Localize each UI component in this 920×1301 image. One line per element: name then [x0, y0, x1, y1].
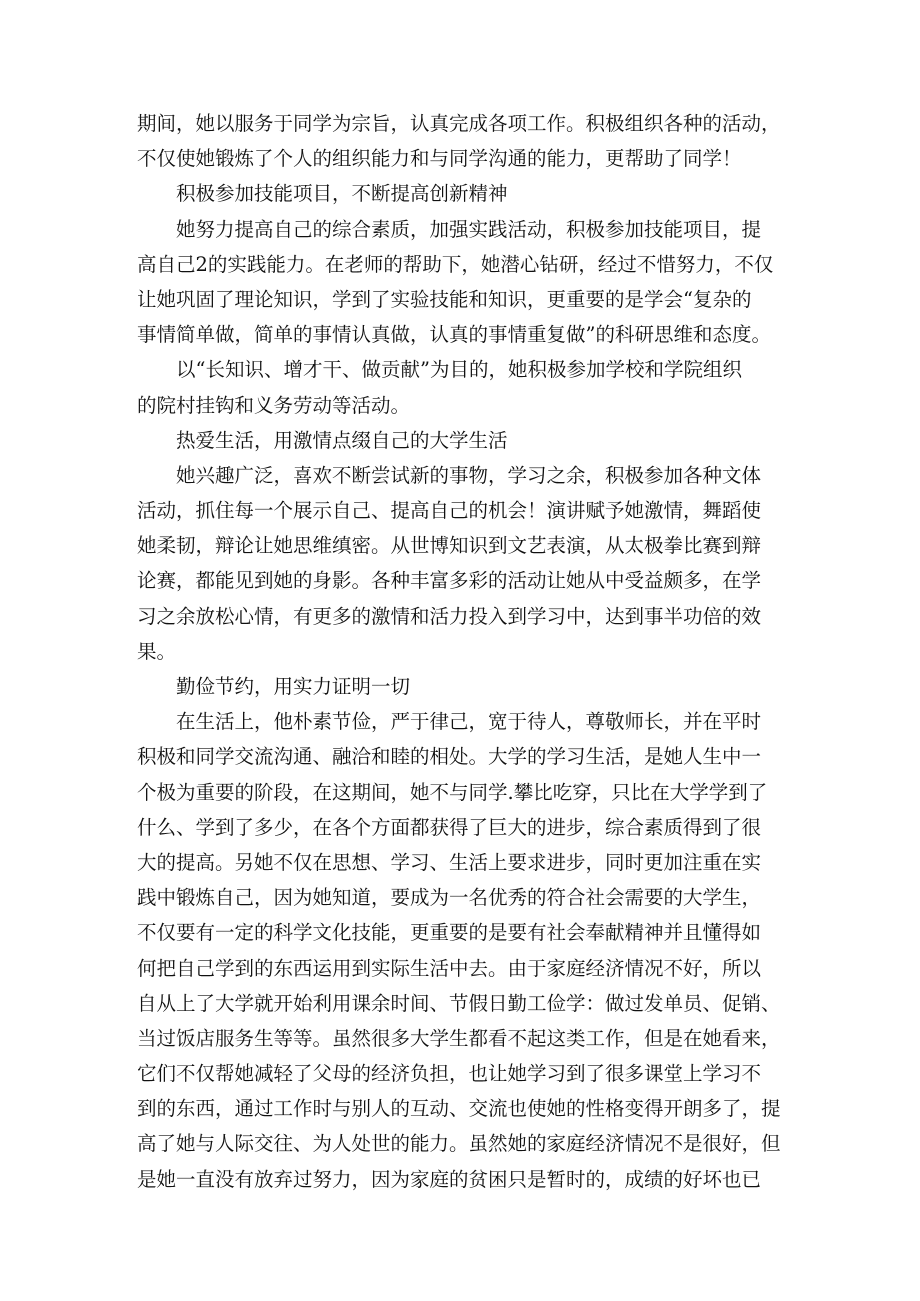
text-line: 践中锻炼自己，因为她知道，要成为一名优秀的符合社会需要的大学生， [137, 886, 762, 910]
text-line: 的院村挂钩和义务劳动等活动。 [137, 393, 411, 417]
text-line: 她兴趣广泛，喜欢不断尝试新的事物，学习之余，积极参加各种文体 [176, 463, 762, 487]
text-line: 期间，她以服务于同学为宗旨，认真完成各项工作。积极组织各种的活动， [137, 112, 781, 135]
text-line: 高了她与人际交往、为人处世的能力。虽然她的家庭经济情况不是很好，但 [137, 1132, 781, 1156]
text-line: 到的东西，通过工作时与别人的互动、交流也使她的性格变得开朗多了，提 [137, 1097, 781, 1121]
text-line: 不仅使她锻炼了个人的组织能力和与同学沟通的能力，更帮助了同学！ [137, 147, 742, 171]
text-line: 高自己2的实践能力。在老师的帮助下，她潜心钻研，经过不惜努力，不仅 [137, 252, 774, 276]
text-line: 勤俭节约，用实力证明一切 [176, 675, 411, 698]
text-line: 果。 [137, 639, 177, 663]
text-line: 事情简单做，简单的事情认真做，认真的事情重复做”的科研思维和态度。 [137, 323, 771, 347]
text-line: 积极和同学交流沟通、融洽和睦的相处。大学的学习生活，是她人生中一 [137, 745, 762, 769]
text-line: 论赛，都能见到她的身影。各种丰富多彩的活动让她从中受益颇多，在学 [137, 569, 762, 593]
text-line: 自从上了大学就开始利用课余时间、节假日勤工俭学：做过发单员、促销、 [137, 991, 781, 1015]
body-text [137, 106, 787, 1197]
text-line: 何把自己学到的东西运用到实际生活中去。由于家庭经济情况不好，所以 [137, 956, 762, 980]
text-line: 个极为重要的阶段，在这期间，她不与同学.攀比吃穿，只比在大学学到了 [137, 780, 768, 804]
text-line: 热爱生活，用激情点缀自己的大学生活 [176, 428, 508, 452]
text-line: 在生活上，他朴素节俭，严于律己，宽于待人，尊敬师长，并在平时 [176, 710, 762, 734]
text-line: 大的提高。另她不仅在思想、学习、生活上要求进步，同时更加注重在实 [137, 850, 762, 874]
text-line: 让她巩固了理论知识，学到了实验技能和知识，更重要的是学会“复杂的 [137, 287, 752, 311]
text-line: 以“长知识、增才干、做贡献”为目的，她积极参加学校和学院组织 [176, 358, 742, 382]
text-line: 活动，抓住每一个展示自己、提高自己的机会！演讲赋予她激情，舞蹈使 [137, 499, 762, 523]
text-line: 积极参加技能项目，不断提高创新精神 [176, 182, 508, 206]
text-line: 它们不仅帮她减轻了父母的经济负担，也让她学习到了很多课堂上学习不 [137, 1062, 762, 1086]
text-line: 习之余放松心情，有更多的激情和活力投入到学习中，达到事半功倍的效 [137, 604, 762, 628]
text-line: 她努力提高自己的综合素质，加强实践活动，积极参加技能项目，提 [176, 217, 762, 241]
text-line: 当过饭店服务生等等。虽然很多大学生都看不起这类工作，但是在她看来， [137, 1026, 781, 1050]
text-line: 她柔韧，辩论让她思维缜密。从世博知识到文艺表演，从太极拳比赛到辩 [137, 534, 762, 558]
text-line: 不仅要有一定的科学文化技能，更重要的是要有社会奉献精神并且懂得如 [137, 921, 762, 945]
text-line: 什么、学到了多少，在各个方面都获得了巨大的进步，综合素质得到了很 [137, 815, 762, 839]
text-line: 是她一直没有放弃过努力，因为家庭的贫困只是暂时的，成绩的好坏也已 [137, 1167, 762, 1191]
